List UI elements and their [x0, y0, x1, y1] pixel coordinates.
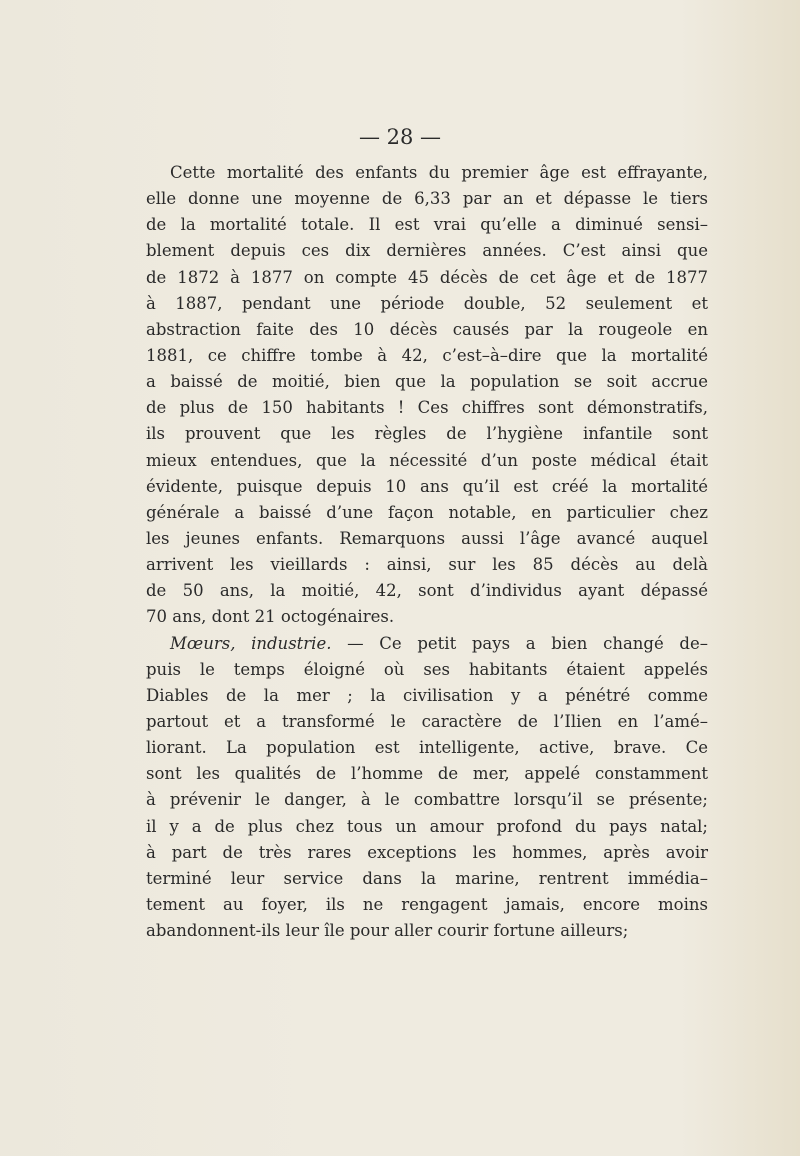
- text-line: liorant. La population est intelligente, active, brave. Ce: [146, 738, 708, 758]
- text-line: a baissé de moitié, bien que la population se soit accrue: [146, 372, 708, 392]
- text-line: 70 ans, dont 21 octogénaires.: [146, 607, 395, 627]
- text-line: de plus de 150 habitants ! Ces chiffres sont démonstratifs,: [146, 398, 708, 418]
- text-line: évidente, puisque depuis 10 ans qu’il est créé la mortalité: [146, 476, 708, 496]
- text-line: arrivent les vieillards : ainsi, sur les 85 décès au delà: [146, 555, 708, 575]
- section-first-line-text: — Ce petit pays a bien changé de–: [331, 633, 708, 653]
- text-line: tement au foyer, ils ne rengagent jamais, encore moins: [146, 894, 708, 914]
- text-line: il y a de plus chez tous un amour profond du pays natal;: [146, 816, 708, 836]
- text-line: ils prouvent que les règles de l’hygiène infantile sont: [146, 424, 708, 444]
- body-text: [146, 160, 708, 944]
- text-line: elle donne une moyenne de 6,33 par an et dépasse le tiers: [146, 189, 708, 209]
- text-line: terminé leur service dans la marine, rentrent immédia–: [146, 868, 708, 888]
- text-line: partout et a transformé le caractère de l’Ilien en l’amé–: [146, 711, 708, 731]
- text-line: blement depuis ces dix dernières années. C’est ainsi que: [146, 241, 708, 261]
- text-line: mieux entendues, que la nécessité d’un poste médical était: [146, 450, 708, 470]
- text-line: 1881, ce chiffre tombe à 42, c’est–à–dire que la mortalité: [146, 345, 708, 365]
- text-line: les jeunes enfants. Remarquons aussi l’âge avancé auquel: [146, 528, 708, 548]
- text-line: de la mortalité totale. Il est vrai qu’elle a diminué sensi–: [146, 215, 708, 235]
- section-first-line: [146, 631, 708, 657]
- text-line: de 1872 à 1877 on compte 45 décès de cet âge et de 1877: [146, 267, 708, 287]
- text-line: puis le temps éloigné où ses habitants étaient appelés: [146, 659, 708, 679]
- text-line: Cette mortalité des enfants du premier âge est effrayante,: [170, 163, 708, 182]
- text-line: sont les qualités de l’homme de mer, appelé constamment: [146, 764, 708, 784]
- text-line: à 1887, pendant une période double, 52 seulement et: [146, 293, 708, 313]
- text-line: à prévenir le danger, à le combattre lorsqu’il se présente;: [146, 790, 708, 810]
- text-line: abandonnent-ils leur île pour aller courir fortune ailleurs;: [146, 921, 629, 941]
- text-line: de 50 ans, la moitié, 42, sont d’individus ayant dépassé: [146, 581, 708, 601]
- text-line: générale a baissé d’une façon notable, en particulier chez: [146, 502, 708, 522]
- text-line: abstraction faite des 10 décès causés par la rougeole en: [146, 319, 708, 339]
- text-line: à part de très rares exceptions les hommes, après avoir: [146, 842, 708, 862]
- section-heading: Mœurs, industrie.: [170, 633, 332, 653]
- page-number: — 28 —: [358, 125, 442, 149]
- text-line: Diables de la mer ; la civilisation y a pénétré comme: [146, 685, 708, 705]
